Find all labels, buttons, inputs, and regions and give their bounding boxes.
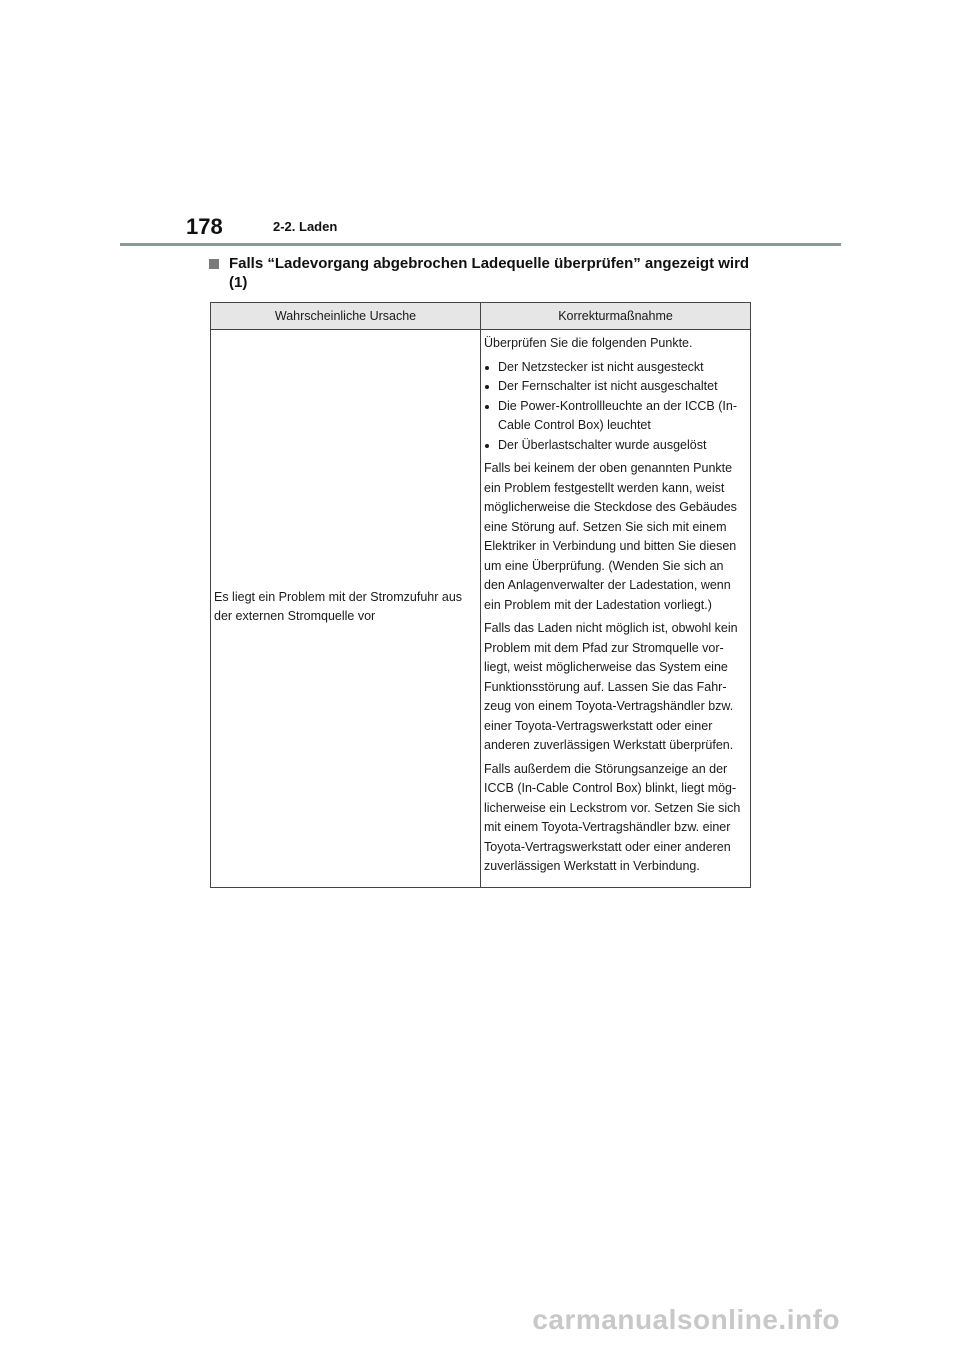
page-number: 178 [186, 214, 223, 239]
bullet-icon [485, 385, 489, 389]
bullet-icon [485, 444, 489, 448]
bullet-icon [485, 405, 489, 409]
list-item-text: Der Fernschalter ist nicht ausgeschaltet [498, 379, 718, 393]
column-header-action: Korrekturmaßnahme [481, 303, 751, 330]
header-divider [120, 243, 841, 246]
list-item-text: Der Überlastschalter wurde ausgelöst [498, 437, 707, 452]
list-item [484, 397, 746, 436]
square-bullet-icon [209, 259, 219, 269]
list-item [484, 358, 746, 378]
list-item [484, 436, 746, 456]
action-cell [481, 330, 751, 888]
watermark-logo: carmanualsonline.info [532, 1304, 840, 1335]
table-header-row [211, 303, 751, 330]
list-item-text: Der Netzstecker ist nicht ausgesteckt [498, 359, 704, 374]
section-heading [209, 254, 769, 292]
action-paragraph: Falls das Laden nicht möglich ist, obwohl kein Problem mit dem Pfad zur Stromquelle vor-liegt, weist möglicherweise das System eine Funktionsstörung auf. Lassen Sie das Fahr-zeug von einem Toyota-Vertragshändler bzw. einer Toyota-Vertragswerkstatt oder einer anderen zuverlässigen Werkstatt überprüfen. [484, 621, 738, 752]
section-title: 2-2. Laden [273, 219, 338, 234]
table-row [211, 330, 751, 888]
column-header-cause: Wahrscheinliche Ursache [211, 303, 481, 330]
bullet-icon [485, 366, 489, 370]
list-item [484, 377, 746, 397]
action-paragraph: Falls bei keinem der oben genannten Punkte ein Problem festgestellt werden kann, weist möglicherweise die Steckdose des Gebäudes eine Störung auf. Setzen Sie sich mit einem Elektriker in Verbindung und bitten Sie diesen um eine Überprüfung. (Wenden Sie sich an den Anlagenverwalter der Ladestation, wenn ein Problem mit der Ladestation vorliegt.) [484, 461, 737, 612]
action-paragraph: Falls außerdem die Störungsanzeige an der ICCB (In-Cable Control Box) blinkt, liegt mög-licherweise ein Leckstrom vor. Setzen Sie sich mit einem Toyota-Vertragshändler bzw. einer Toyota-Vertragswerkstatt oder einer anderen zuverlässigen Werkstatt in Verbindung. [484, 761, 741, 873]
heading-text: Falls “Ladevorgang abgebrochen Ladequelle überprüfen” angezeigt wird (1) [229, 255, 750, 291]
check-list [484, 358, 746, 456]
action-intro: Überprüfen Sie die folgenden Punkte. [484, 336, 693, 350]
list-item-text: Die Power-Kontrollleuchte an der ICCB (In-Cable Control Box) leuchtet [498, 398, 737, 432]
troubleshooting-table [210, 302, 751, 888]
cause-cell: Es liegt ein Problem mit der Stromzufuhr aus der externen Stromquelle vor [211, 330, 481, 888]
